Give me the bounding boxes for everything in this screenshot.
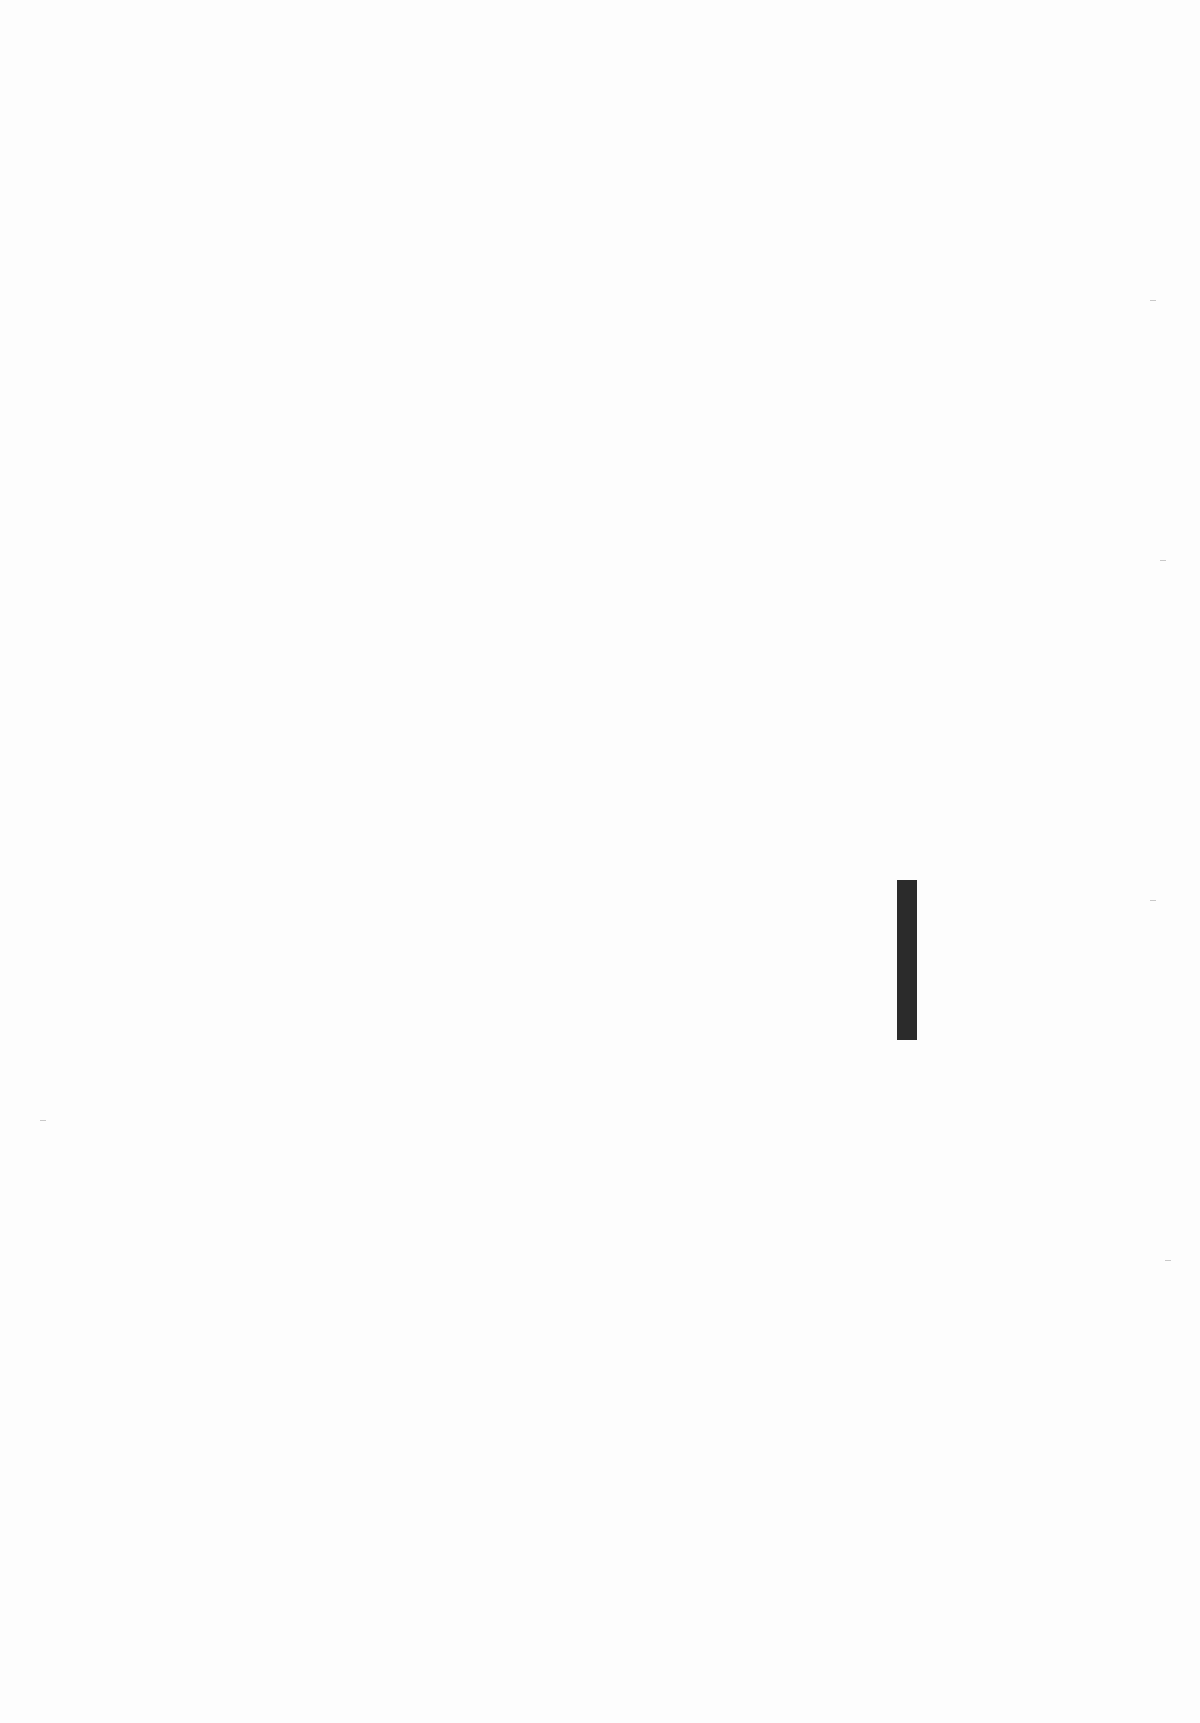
blank-line (240, 880, 280, 1580)
redaction-bar (897, 880, 917, 1040)
scan-speck (1160, 560, 1166, 561)
scan-speck (1165, 1260, 1171, 1261)
scan-speck (1150, 900, 1156, 901)
text-line (880, 880, 920, 1580)
scan-speck (1150, 300, 1156, 301)
blank-line (680, 880, 720, 1580)
scan-speck (40, 1120, 46, 1121)
text-block-bottom (0, 880, 1000, 1580)
